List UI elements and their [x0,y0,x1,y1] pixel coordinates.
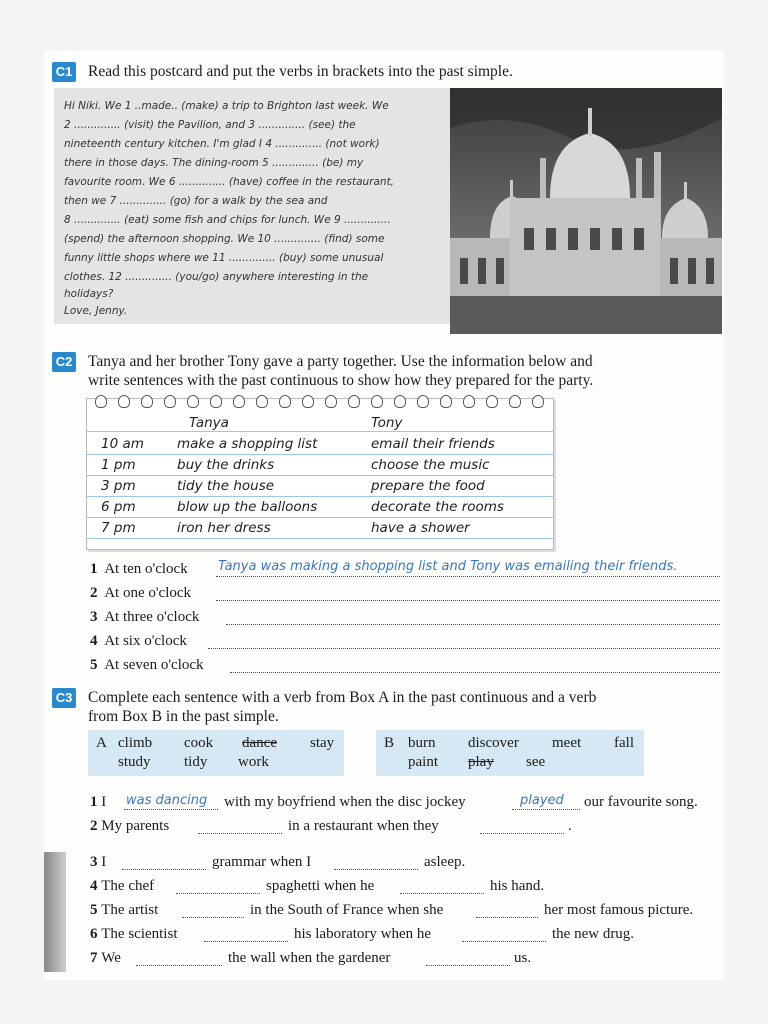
spiral-ring [256,395,268,408]
spiral-ring [325,395,337,408]
spiral-ring [463,395,475,408]
section-badge-c2: C2 [52,352,76,372]
brighton-pavilion-photo [450,88,722,334]
spiral-ring [141,395,153,408]
verb-box-a [88,730,344,776]
row-tony: decorate the rooms [371,499,504,515]
blank-6a[interactable] [204,941,288,942]
c3-sentence-2 [90,818,169,835]
item-number: 6 [90,926,98,942]
item-number: 1 [90,561,98,577]
blank-5b[interactable] [476,917,538,918]
c2-sentence-4 [90,633,187,650]
c3-instruction-line1: Complete each sentence with a verb from Box A in the past continuous and a verb [88,689,597,706]
row-tanya: buy the drinks [177,457,275,473]
spiral-ring [302,395,314,408]
sentence-part: grammar when I [212,854,312,870]
table-rule [87,431,553,432]
box-a-word: study [118,754,151,770]
postcard [54,88,450,324]
sentence-part: his laboratory when he [294,926,432,942]
blank-3a[interactable] [122,869,206,870]
row-time: 10 am [101,436,144,452]
c3-sentence-3 [90,854,106,871]
answer-line-1[interactable] [216,576,720,577]
item-number: 4 [90,878,98,894]
sentence-part: We [101,950,121,966]
row-tony: prepare the food [371,478,485,494]
blank-2a[interactable] [198,833,282,834]
row-tanya: iron her dress [177,520,271,536]
c2-instruction-line2: write sentences with the past continuous to show how they prepared for the party. [88,372,594,389]
postcard-line: Love, Jenny. [64,305,128,317]
c3-sentence-7 [90,950,121,967]
c3-sentence-6 [90,926,177,943]
box-b-word: see [526,754,546,770]
sentence-part: in the South of France when she [250,902,444,918]
c1-instruction: Read this postcard and put the verbs in brackets into the past simple. [88,63,513,80]
box-a-label: A [96,735,107,751]
sentence-prompt: At seven o'clock [104,657,204,673]
spiral-ring [187,395,199,408]
table-rule [87,454,553,455]
sentence-part: us. [514,950,532,966]
spiral-ring [532,395,544,408]
spiral-ring [233,395,245,408]
row-tanya: blow up the balloons [177,499,318,515]
sentence-prompt: At three o'clock [104,609,200,625]
spiral-ring [210,395,222,408]
row-tanya: make a shopping list [177,436,318,452]
row-tony: choose the music [371,457,490,473]
item-number: 5 [90,902,98,918]
sentence-prompt: At ten o'clock [104,561,188,577]
header-tony: Tony [371,415,403,431]
spiral-ring [279,395,291,408]
table-rule [87,475,553,476]
spiral-ring [95,395,107,408]
c2-sentence-5 [90,657,204,674]
sentence-part: our favourite song. [584,794,698,810]
blank-1b[interactable] [512,809,580,810]
postcard-line: clothes. 12 .............. (you/go) anywhere interesting in the [64,271,369,283]
box-b-word-used: play [468,754,494,770]
blank-3b[interactable] [334,869,418,870]
box-b-word: paint [408,754,438,770]
row-time: 7 pm [101,520,136,536]
blank-6b[interactable] [462,941,546,942]
sentence-part: asleep. [424,854,466,870]
sentence-part: . [568,818,572,834]
blank-7a[interactable] [136,965,222,966]
c2-instruction-line1: Tanya and her brother Tony gave a party together. Use the information below and [88,353,593,370]
item-number: 2 [90,818,98,834]
item-number: 2 [90,585,98,601]
sentence-part: with my boyfriend when the disc jockey [224,794,466,810]
spiral-ring [486,395,498,408]
box-a-word: tidy [184,754,208,770]
section-badge-c3: C3 [52,688,76,708]
box-b-label: B [384,735,395,751]
postcard-line: 2 .............. (visit) the Pavilion, and 3 .............. (see) the [64,119,356,131]
box-b-word: burn [408,735,436,751]
sentence-prompt: At six o'clock [104,633,187,649]
box-a-word: stay [310,735,335,751]
sentence-part: her most famous picture. [544,902,694,918]
postcard-line: (spend) the afternoon shopping. We 10 .............. (find) some [64,233,385,245]
box-b-word: meet [552,735,582,751]
sentence-part: The scientist [101,926,178,942]
postcard-line: then we 7 .............. (go) for a walk by the sea and [64,195,328,207]
header-tanya: Tanya [189,415,229,431]
section-badge-c1: C1 [52,62,76,82]
verb-box-b [376,730,644,776]
row-time: 1 pm [101,457,136,473]
spiral-ring [394,395,406,408]
c2-sentence-3 [90,609,199,626]
postcard-line: funny little shops where we 11 .............. (buy) some unusual [64,252,384,264]
sentence-part: The artist [101,902,159,918]
row-tanya: tidy the house [177,478,275,494]
postcard-line: favourite room. We 6 .............. (have) coffee in the restaurant, [64,176,395,188]
sentence-part: in a restaurant when they [288,818,439,834]
blank-5a[interactable] [182,917,244,918]
answer-line-5[interactable] [230,672,720,673]
box-a-word-used: dance [242,735,277,751]
box-b-word: discover [468,735,519,751]
sample-answer-1b: played [520,793,564,808]
c2-sentence-1 [90,561,188,578]
postcard-line: nineteenth century kitchen. I'm glad I 4 .............. (not work) [64,138,380,150]
table-rule [87,496,553,497]
sentence-part: the wall when the gardener [228,950,391,966]
blank-4a[interactable] [176,893,260,894]
sentence-part: My parents [101,818,170,834]
box-a-word: work [238,754,269,770]
box-a-word: climb [118,735,153,751]
answer-line-2[interactable] [216,600,720,601]
sentence-prompt: At one o'clock [104,585,192,601]
row-tony: have a shower [371,520,470,536]
c3-sentence-5 [90,902,158,919]
spiral-ring [118,395,130,408]
item-number: 3 [90,609,98,625]
box-a-word: cook [184,735,214,751]
answer-line-3[interactable] [226,624,720,625]
blank-1a[interactable] [124,809,218,810]
item-number: 7 [90,950,98,966]
sentence-part: his hand. [490,878,545,894]
answer-line-4[interactable] [208,648,720,649]
item-number: 4 [90,633,98,649]
sentence-part: The chef [101,878,155,894]
row-tony: email their friends [371,436,495,452]
sentence-part: the new drug. [552,926,635,942]
item-number: 3 [90,854,98,870]
sample-answer-1a: was dancing [126,793,208,808]
postcard-line: Hi Niki. We 1 ..made.. (make) a trip to Brighton last week. We [64,100,389,112]
notebook-schedule-table [86,398,554,550]
blank-2b[interactable] [480,833,564,834]
row-time: 6 pm [101,499,136,515]
c3-sentence-1 [90,794,106,811]
page-gutter-shadow [44,852,66,972]
spiral-ring [509,395,521,408]
postcard-line: holidays? [64,288,114,300]
spiral-ring [417,395,429,408]
spiral-ring [371,395,383,408]
item-number: 5 [90,657,98,673]
item-number: 1 [90,794,98,810]
row-time: 3 pm [101,478,136,494]
spiral-ring [440,395,452,408]
sentence-part: I [101,854,107,870]
blank-4b[interactable] [400,893,484,894]
spiral-ring [348,395,360,408]
postcard-line: there in those days. The dining-room 5 .............. (be) my [64,157,364,169]
blank-7b[interactable] [426,965,510,966]
table-rule [87,517,553,518]
sentence-part: I [101,794,107,810]
pavilion-illustration [450,88,722,334]
postcard-line: 8 .............. (eat) some fish and chips for lunch. We 9 .............. [64,214,391,226]
table-rule [87,538,553,539]
sentence-part: spaghetti when he [266,878,375,894]
c3-sentence-4 [90,878,154,895]
sample-answer-1: Tanya was making a shopping list and Tony was emailing their friends. [218,559,678,574]
c3-instruction-line2: from Box B in the past simple. [88,708,279,725]
box-b-word: fall [614,735,634,751]
c2-sentence-2 [90,585,191,602]
spiral-ring [164,395,176,408]
